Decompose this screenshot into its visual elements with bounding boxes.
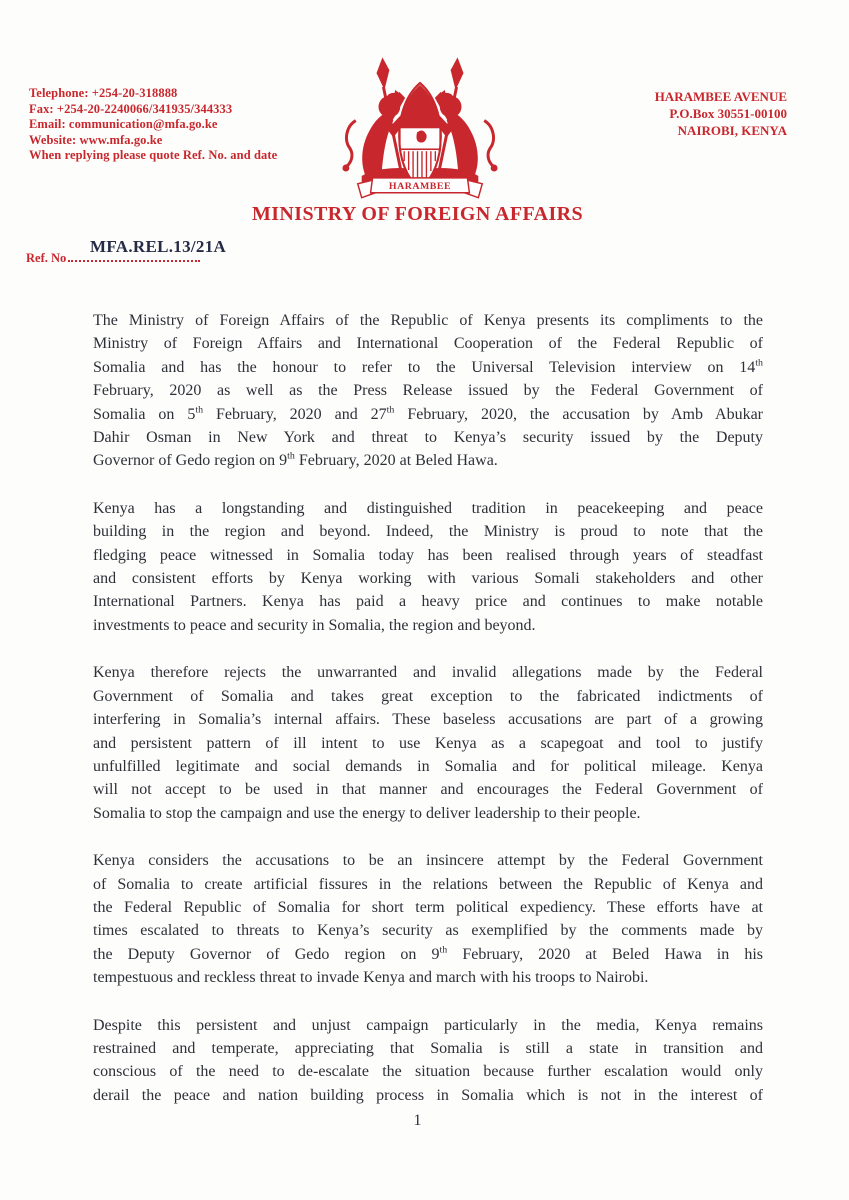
text-line: Governor of Gedo region on 9th February, 2020 at Beled Hawa.	[93, 451, 498, 470]
kenya-coat-of-arms-icon	[336, 55, 504, 200]
text-line: interfering in Somalia’s internal affairs. These baseless accusations are part of a growing	[93, 711, 763, 729]
text-line: tempestuous and reckless threat to invade Kenya and march with his troops to Nairobi.	[93, 969, 649, 987]
page-number: 1	[413, 1112, 422, 1129]
text-line: unfulfilled legitimate and social demands in Somalia and for political mileage. Kenya	[93, 757, 763, 775]
address-line: HARAMBEE AVENUE	[654, 89, 787, 104]
fax-line: Fax: +254-20-2240066/341935/344333	[29, 101, 233, 116]
text-line: the Federal Republic of Somalia for short term political expediency. These efforts have at	[93, 898, 763, 916]
paragraph	[93, 309, 763, 473]
text-line: Government of Somalia and takes great exception to the fabricated indictments of	[93, 687, 763, 705]
text-line: Somalia and has the honour to refer to the Universal Television interview on 14th	[93, 357, 763, 376]
text-line: Kenya has a longstanding and distinguished tradition in peacekeeping and peace	[93, 499, 763, 517]
text-line: Ministry of Foreign Affairs and International Cooperation of the Federal Republic of	[93, 335, 763, 353]
text-line: restrained and temperate, appreciating that Somalia is still a state in transition and	[93, 1039, 763, 1057]
text-line: building in the region and beyond. Indeed, the Ministry is proud to note that the	[93, 523, 763, 541]
text-line: of Somalia to create artificial fissures in the relations between the Republic of Kenya and	[93, 875, 763, 893]
paragraph	[93, 661, 763, 825]
email-line: Email: communication@mfa.go.ke	[29, 117, 218, 132]
text-line: fledging peace witnessed in Somalia today has been realised through years of steadfast	[93, 546, 763, 564]
dotted-line	[68, 249, 200, 262]
text-line: will not accept to be used in that manner and encourages the Federal Government of	[93, 781, 763, 799]
ministry-title: MINISTRY OF FOREIGN AFFAIRS	[251, 203, 584, 225]
text-line: times escalated to threats to Kenya’s security as exemplified by the comments made by	[93, 922, 763, 940]
address-line: NAIROBI, KENYA	[677, 123, 787, 138]
text-line: International Partners. Kenya has paid a heavy price and continues to make notable	[93, 593, 763, 611]
contact-block	[29, 86, 277, 164]
motto-banner-icon	[358, 178, 483, 198]
reference-number: MFA.REL.13/21A	[90, 237, 227, 256]
text-line: Somalia on 5th February, 2020 and 27th February, 2020, the accusation by Amb Abukar	[93, 404, 763, 423]
website-line: Website: www.mfa.go.ke	[29, 132, 163, 147]
text-line: and consistent efforts by Kenya working with various Somali stakeholders and other	[93, 570, 763, 588]
motto-text: HARAMBEE	[388, 180, 452, 192]
text-line: conscious of the need to de-escalate the situation because further escalation would only	[93, 1063, 763, 1081]
text-line: Kenya considers the accusations to be an insincere attempt by the Federal Government	[93, 852, 763, 870]
text-line: Despite this persistent and unjust campaign particularly in the media, Kenya remains	[93, 1016, 763, 1034]
address-block	[655, 88, 787, 139]
reply-note-line: When replying please quote Ref. No. and date	[29, 148, 278, 163]
text-line: Kenya therefore rejects the unwarranted and invalid allegations made by the Federal	[93, 664, 763, 682]
paragraph	[93, 849, 763, 989]
paragraph	[93, 1014, 763, 1108]
paragraph	[93, 497, 763, 637]
address-line: P.O.Box 30551-00100	[669, 106, 787, 121]
reference-label: Ref. No	[26, 251, 67, 265]
reference-block	[26, 249, 200, 266]
text-line: derail the peace and nation building process in Somalia which is not in the interest of	[93, 1086, 763, 1104]
text-line: investments to peace and security in Somalia, the region and beyond.	[93, 616, 536, 634]
text-line: Dahir Osman in New York and threat to Kenya’s security issued by the Deputy	[93, 429, 763, 447]
telephone-line: Telephone: +254-20-318888	[29, 86, 178, 100]
coat-of-arms-svg	[336, 55, 504, 200]
text-line: Somalia to stop the campaign and use the energy to deliver leadership to their people.	[93, 804, 641, 822]
text-line: the Deputy Governor of Gedo region on 9th February, 2020 at Beled Hawa in his	[93, 944, 763, 963]
text-line: The Ministry of Foreign Affairs of the Republic of Kenya presents its compliments to the	[93, 312, 763, 329]
text-line: February, 2020 as well as the Press Release issued by the Federal Government of	[93, 382, 763, 400]
letter-body	[93, 309, 763, 1131]
text-line: and persistent pattern of ill intent to use Kenya as a scapegoat and tool to justify	[93, 734, 763, 752]
